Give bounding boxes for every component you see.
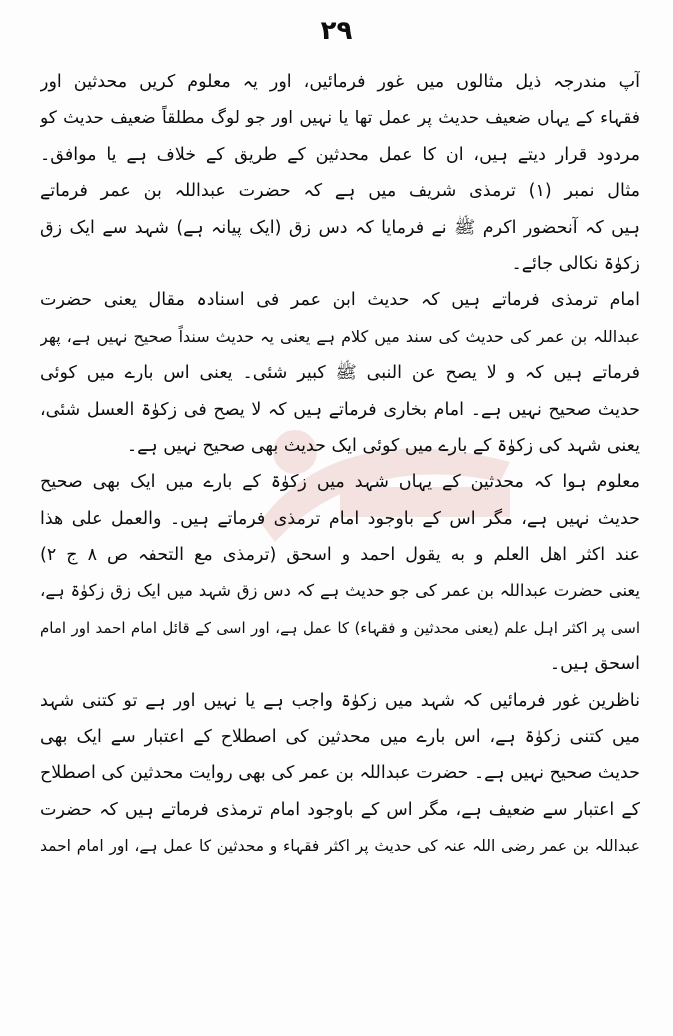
text-line: عبداللہ بن عمر رضی اللہ عنہ کی حدیث پر اکثر فقہاء و محدثین کا عمل ہے، اور امام احمد bbox=[40, 837, 640, 856]
text-line: ناظرین غور فرمائیں کہ شہد میں زکوٰۃ واجب ہے یا نہیں اور ہے تو کتنی شہد bbox=[40, 690, 640, 711]
text-line: معلوم ہوا کہ محدثین کے یہاں شہد میں زکوٰۃ کے بارے میں ایک بھی صحیح bbox=[40, 472, 640, 493]
text-line: مردود قرار دیتے ہیں، ان کا عمل محدثین کے طریق کے خلاف ہے یا موافق۔ bbox=[40, 144, 640, 165]
page-text bbox=[40, 64, 640, 865]
text-line: یعنی شہد کی زکوٰۃ کے بارے میں کوئی ایک حدیث بھی صحیح نہیں ہے۔ bbox=[126, 435, 640, 456]
text-line: میں کتنی زکوٰۃ ہے، اس بارے میں محدثین کی اصطلاح کے اعتبار سے ایک بھی bbox=[40, 727, 640, 748]
text-line: فقہاء کے یہاں ضعیف حدیث پر عمل تھا یا نہیں اور جو لوگ مطلقاً ضعیف حدیث کو bbox=[40, 108, 640, 129]
text-line: اسی پر اکثر اہل علم (یعنی محدثین و فقہاء) کا عمل ہے، اور اسی کے قائل امام احمد اور امام bbox=[40, 618, 640, 637]
text-line: زکوٰۃ نکالی جائے۔ bbox=[511, 253, 640, 274]
text-line: حدیث صحیح نہیں ہے۔ امام بخاری فرماتے ہیں کہ لا یصح فی زکوٰۃ العسل شئی، bbox=[40, 399, 640, 420]
page-number: ۲۹ bbox=[320, 16, 353, 46]
text-line: یعنی حضرت عبداللہ بن عمر کی جو حدیث ہے کہ دس زق شہد میں ایک زق زکوٰۃ ہے، bbox=[40, 581, 640, 601]
text-line: آپ مندرجہ ذیل مثالوں میں غور فرمائیں، اور یہ معلوم کریں محدثین اور bbox=[40, 72, 640, 92]
text-line: مثال نمبر (۱) ترمذی شریف میں ہے کہ حضرت عبداللہ بن عمر فرماتے bbox=[40, 181, 640, 202]
text-line: کے اعتبار سے ضعیف ہے، مگر اس کے باوجود امام ترمذی فرماتے ہیں کہ حضرت bbox=[40, 799, 640, 820]
text-line: عند اکثر اهل العلم و به یقول احمد و اسحق (ترمذی مع التحفہ ص ۸ ج ۲) bbox=[40, 545, 640, 566]
text-line: حدیث نہیں ہے، مگر اس کے باوجود امام ترمذی فرماتے ہیں۔ والعمل علی هذا bbox=[40, 508, 640, 529]
text-line: حدیث صحیح نہیں ہے۔ حضرت عبداللہ بن عمر کی بھی روایت محدثین کی اصطلاح bbox=[40, 763, 640, 784]
text-line: امام ترمذی فرماتے ہیں کہ حدیث ابن عمر فی اسنادہ مقال یعنی حضرت bbox=[40, 290, 640, 311]
text-line: اسحق ہیں۔ bbox=[549, 654, 640, 675]
text-line: عبداللہ بن عمر کی حدیث کی سند میں کلام ہے یعنی یہ حدیث سنداً صحیح نہیں ہے، پھر bbox=[40, 326, 640, 346]
text-line: ہیں کہ آنحضور اکرم ﷺ نے فرمایا کہ دس زق (ایک پیانہ ہے) شہد سے ایک زق bbox=[40, 217, 640, 238]
text-line: فرماتے ہیں کہ و لا یصح عن النبی ﷺ کبیر شئی۔ یعنی اس بارے میں کوئی bbox=[40, 363, 640, 384]
